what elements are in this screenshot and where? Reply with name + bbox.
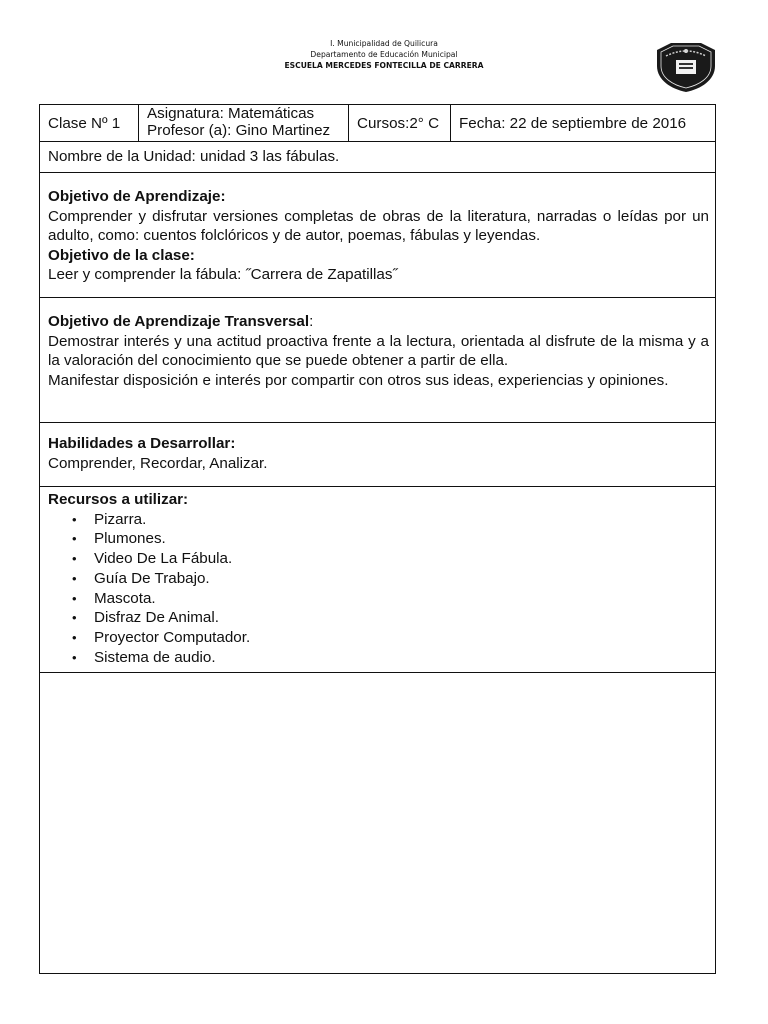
objetivo-transversal-colon: : <box>309 313 314 330</box>
empty-notes-row <box>40 673 715 973</box>
profesor-text: Profesor (a): Gino Martinez <box>147 122 331 139</box>
recursos-list <box>48 510 709 668</box>
school-logo <box>651 40 721 94</box>
objetivos-row <box>40 173 715 298</box>
list-item: • Proyector Computador. <box>48 628 709 648</box>
list-item: • Pizarra. <box>48 510 709 530</box>
header-municipality: I. Municipalidad de Quilicura <box>330 39 438 48</box>
unidad-text: Nombre de la Unidad: unidad 3 las fábulas. <box>48 148 340 165</box>
list-item: • Video De La Fábula. <box>48 549 709 569</box>
objetivo-transversal-p1: Demostrar interés y una actitud proactiva frente a la lectura, orientada al disfrute de la misma y a la valoración del conocimiento que se puede obtener a partir de ella. <box>48 332 709 369</box>
list-item: • Guía De Trabajo. <box>48 569 709 589</box>
asignatura-cell <box>139 105 349 141</box>
unidad-row <box>40 142 715 173</box>
clase-cell <box>40 105 139 141</box>
list-item: • Sistema de audio. <box>48 648 709 668</box>
objetivo-aprendizaje-label: Objetivo de Aprendizaje: <box>48 188 226 205</box>
lesson-plan-table <box>39 104 716 974</box>
habilidades-row <box>40 423 715 487</box>
recursos-row <box>40 487 715 673</box>
cursos-cell <box>349 105 451 141</box>
habilidades-text: Comprender, Recordar, Analizar. <box>48 454 268 472</box>
fecha-text: Fecha: 22 de septiembre de 2016 <box>459 115 687 132</box>
transversal-row <box>40 298 715 423</box>
objetivo-transversal-label: Objetivo de Aprendizaje Transversal <box>48 313 310 330</box>
header-department: Departamento de Educación Municipal <box>310 50 458 59</box>
header-school: ESCUELA MERCEDES FONTECILLA DE CARRERA <box>284 61 484 70</box>
plan-info-row <box>40 105 715 142</box>
clase-number: Clase Nº 1 <box>48 115 121 132</box>
habilidades-label: Habilidades a Desarrollar: <box>48 435 236 452</box>
fecha-cell <box>451 105 715 141</box>
list-item: • Plumones. <box>48 529 709 549</box>
cursos-text: Cursos:2° C <box>357 115 440 132</box>
list-item: • Mascota. <box>48 589 709 609</box>
recursos-label: Recursos a utilizar: <box>48 491 189 508</box>
objetivo-aprendizaje-text: Comprender y disfrutar versiones completas de obras de la literatura, narradas o leídas por un adulto, como: cuentos folclóricos y de autor, poemas, fábulas y leyendas. <box>48 207 709 244</box>
list-item: • Disfraz De Animal. <box>48 608 709 628</box>
objetivo-clase-text: Leer y comprender la fábula: ˝Carrera de Zapatillas˝ <box>48 266 398 283</box>
objetivo-transversal-heading <box>48 312 709 332</box>
objetivo-clase-label: Objetivo de la clase: <box>48 246 195 264</box>
asignatura-text: Asignatura: Matemáticas <box>147 105 315 122</box>
objetivo-transversal-p2: Manifestar disposición e interés por compartir con otros sus ideas, experiencias y opiniones. <box>48 371 669 389</box>
